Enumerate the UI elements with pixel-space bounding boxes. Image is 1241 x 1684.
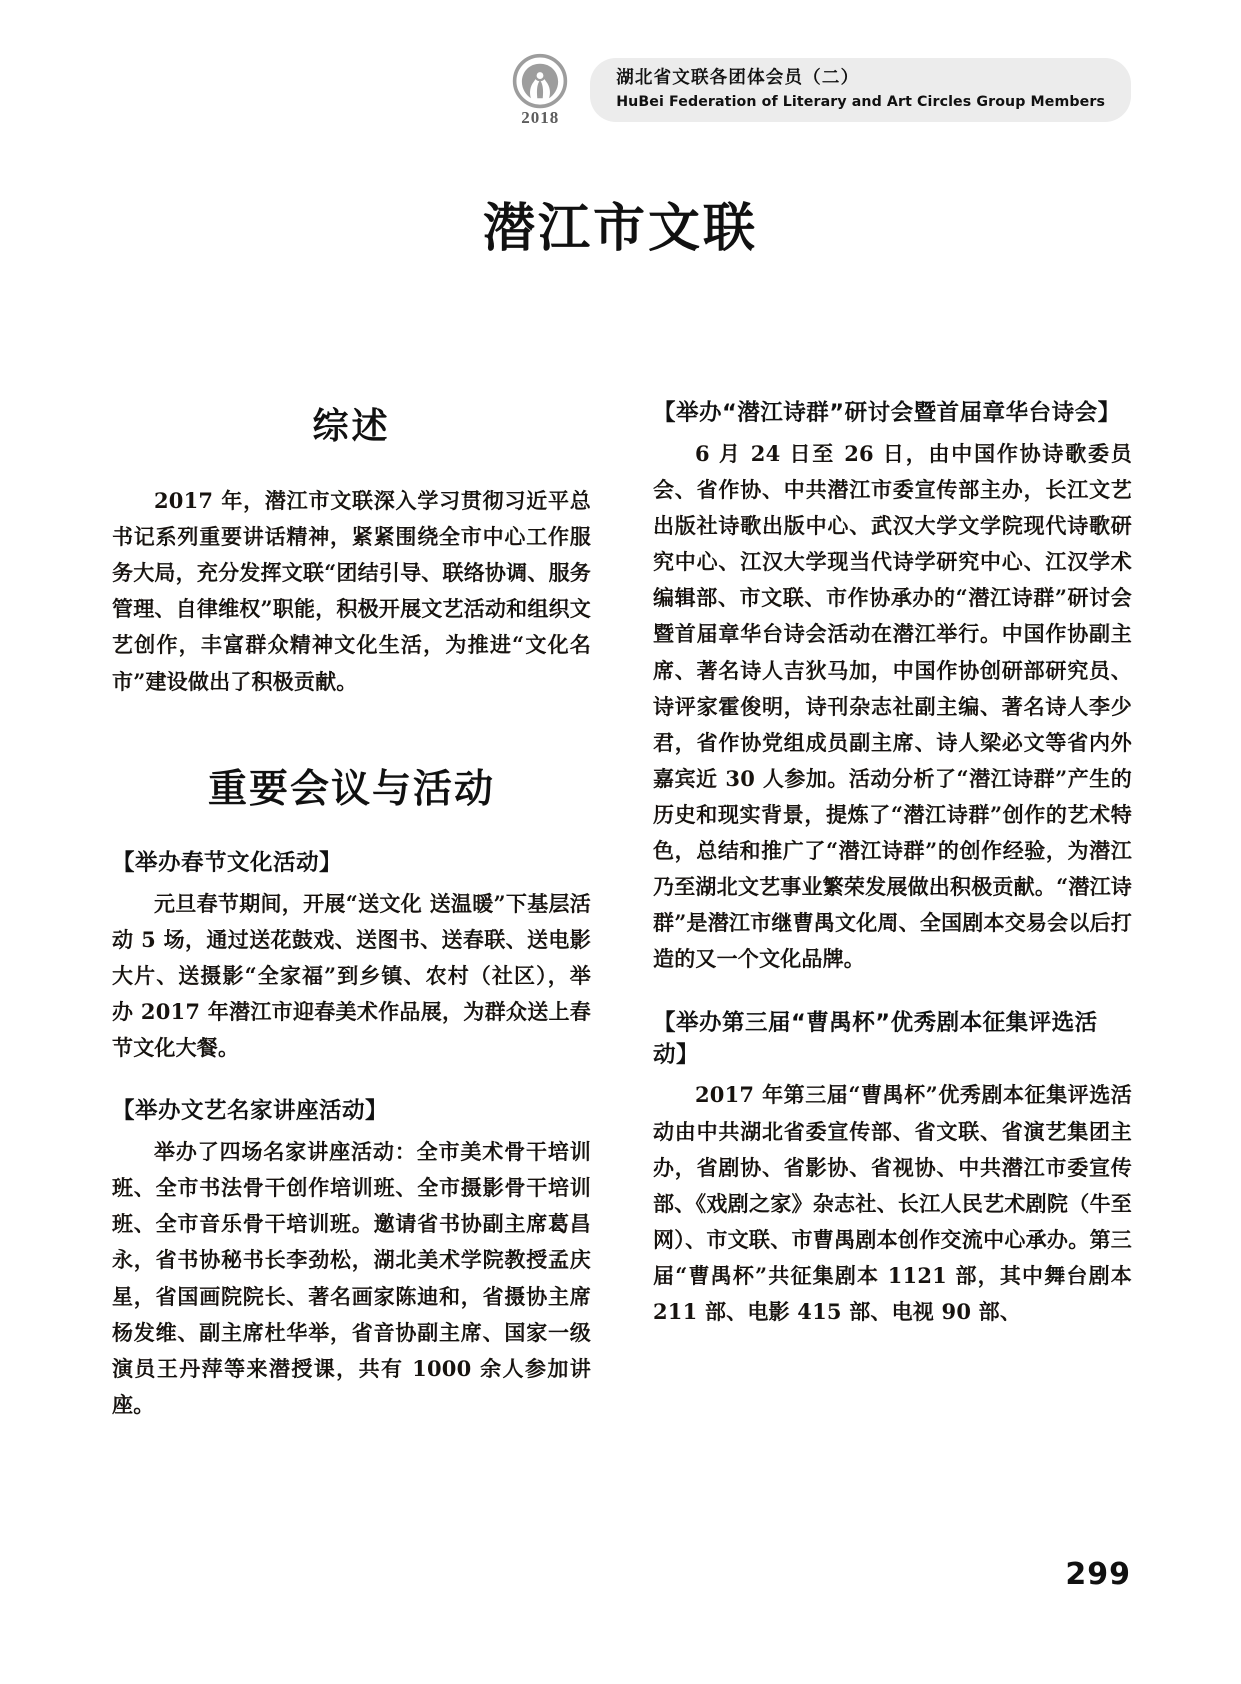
subsection-paragraph: 6 月 24 日至 26 日，由中国作协诗歌委员会、省作协、中共潜江市委宣传部主办，长江文艺出版社诗歌出版中心、武汉大学文学院现代诗歌研究中心、江汉大学现当代诗学研究中心、江汉学术编辑部、市文联、市作协承办的“潜江诗群”研讨会暨首届章华台诗会活动在潜江举行。中国作协副主席、著名诗人吉狄马加，中国作协创研部研究员、诗评家霍俊明，诗刊杂志社副主编、著名诗人李少君，省作协党组成员副主席、诗人梁必文等省内外嘉宾近 30 人参加。活动分析了“潜江诗群”产生的历史和现实背景，提炼了“潜江诗群”创作的艺术特色，总结和推广了“潜江诗群”的创作经验，为潜江乃至湖北文艺事业繁荣发展做出积极贡献。“潜江诗群”是潜江市继曹禺文化周、全国剧本交易会以后打造的又一个文化品牌。 — [653, 440, 1132, 972]
logo-block — [504, 52, 576, 128]
section-heading-overview: 综述 — [312, 406, 391, 447]
section-heading-meetings: 重要会议与活动 — [207, 766, 495, 812]
page-title: 潜江市文联 — [482, 199, 758, 259]
overview-paragraph: 2017 年，潜江市文联深入学习贯彻习近平总书记系列重要讲话精神，紧紧围绕全市中心工作服务大局，充分发挥文联“团结引导、联络协调、服务管理、自律维权”职能，积极开展文艺活动和组织文艺创作，丰富群众精神文化生活，为推进“文化名市”建设做出了积极贡献。 — [112, 488, 591, 694]
subsection-paragraph: 举办了四场名家讲座活动：全市美术骨干培训班、全市书法骨干创作培训班、全市摄影骨干培训班、全市音乐骨干培训班。邀请省书协副主席葛昌永，省书协秘书长李劲松，湖北美术学院教授孟庆星，省国画院院长、著名画家陈迪和，省摄协主席杨发维、副主席杜华举，省音协副主席、国家一级演员王丹萍等来潜授课，共有 1000 余人参加讲座。 — [112, 1139, 591, 1417]
subsection-title: 【举办文艺名家讲座活动】 — [112, 1098, 389, 1125]
subsection-paragraph: 元旦春节期间，开展“送文化 送温暖”下基层活动 5 场，通过送花鼓戏、送图书、送春联、送电影大片、送摄影“全家福”到乡镇、农村（社区），举办 2017 年潜江市迎春美术作品展，为群众送上春节文化大餐。 — [112, 890, 591, 1061]
right-column — [653, 398, 1132, 1431]
header-title-en: HuBei Federation of Literary and Art Circles Group Members — [616, 93, 1105, 110]
logo-year: 2018 — [521, 108, 560, 127]
header-banner — [590, 58, 1131, 122]
left-column — [112, 398, 591, 1431]
subsection-paragraph: 2017 年第三届“曹禺杯”优秀剧本征集评选活动由中共湖北省委宣传部、省文联、省演艺集团主办，省剧协、省影协、省视协、中共潜江市委宣传部、《戏剧之家》杂志社、长江人民艺术剧院（牛至网）、市文联、市曹禺剧本创作交流中心承办。第三届“曹禺杯”共征集剧本 1121 部，其中舞台剧本 211 部、电影 415 部、电视 90 部、 — [653, 1082, 1132, 1325]
page-number: 299 — [1065, 1557, 1131, 1592]
article-columns — [112, 398, 1132, 1431]
federation-logo-icon — [511, 52, 569, 110]
subsection-title: 【举办春节文化活动】 — [112, 849, 343, 876]
subsection-title: 【举办“潜江诗群”研讨会暨首届章华台诗会】 — [653, 400, 1121, 426]
running-header — [504, 52, 1131, 128]
subsection-title: 【举办第三届“曹禺杯”优秀剧本征集评选活动】 — [653, 1009, 1098, 1068]
header-title-cn: 湖北省文联各团体会员（二） — [616, 67, 860, 88]
